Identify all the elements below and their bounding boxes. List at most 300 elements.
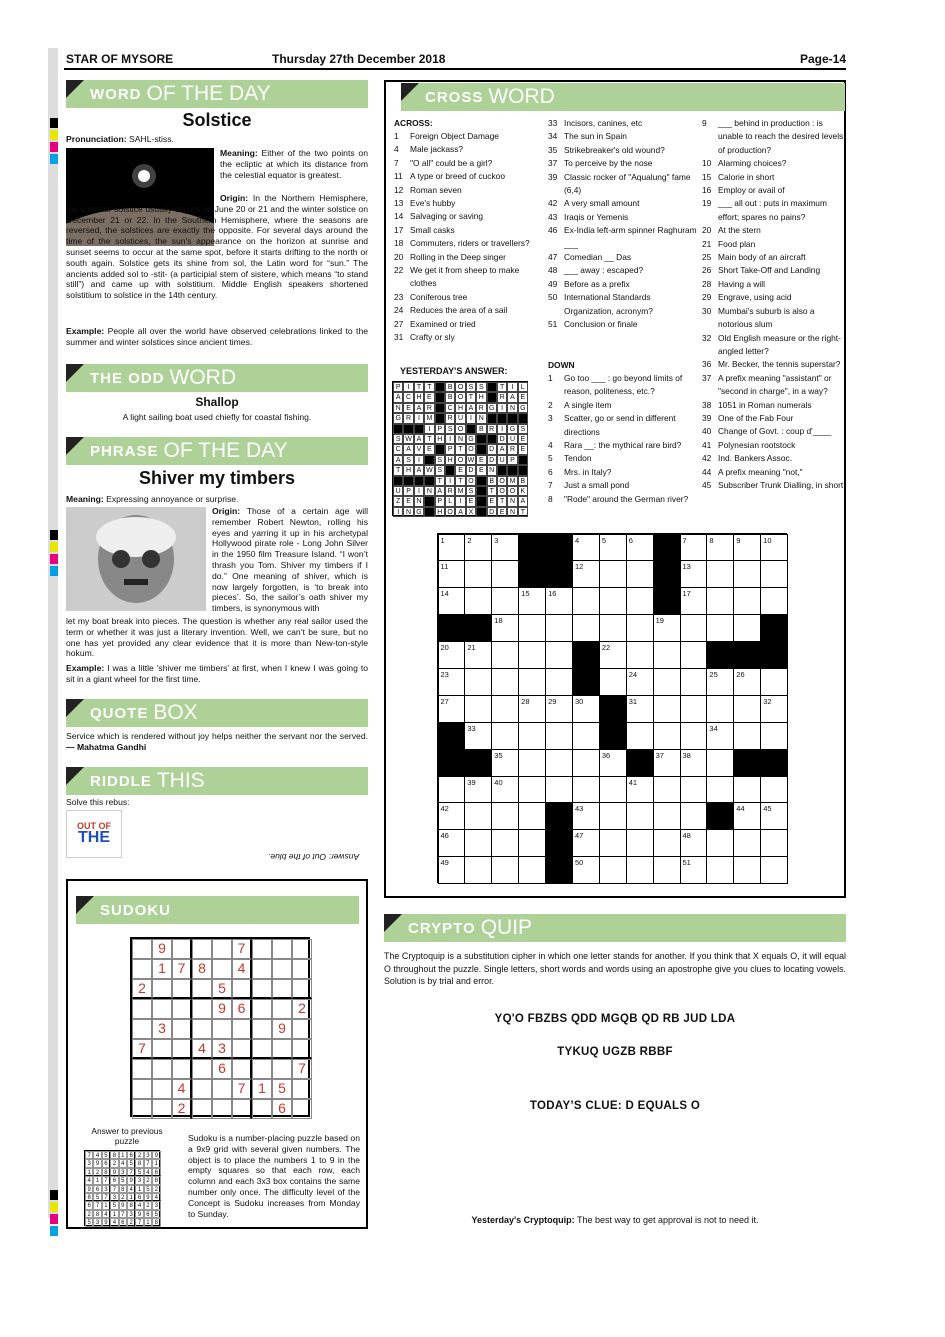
crossword-cell[interactable] [545,614,573,642]
crossword-cell[interactable] [733,722,761,750]
crossword-cell[interactable] [760,776,788,804]
crossword-cell[interactable]: 37 [653,749,681,777]
sudoku-cell[interactable] [292,959,312,979]
sudoku-cell[interactable] [152,1039,172,1059]
sudoku-cell[interactable] [252,999,272,1019]
sudoku-cell[interactable] [232,979,252,999]
crossword-cell[interactable] [599,668,627,696]
sudoku-cell[interactable]: 4 [232,959,252,979]
sudoku-cell[interactable] [292,1079,312,1099]
sudoku-cell[interactable] [212,959,232,979]
sudoku-cell[interactable]: 2 [172,1099,192,1119]
crossword-cell[interactable] [706,856,734,884]
yesterday-cell [435,413,445,423]
sudoku-cell[interactable]: 6 [212,1059,232,1079]
crossword-cell[interactable] [464,668,492,696]
crossword-cell[interactable] [438,776,466,804]
clue-text: Alarming choices? [718,158,787,169]
sudoku-cell[interactable]: 9 [212,999,232,1019]
crossword-cell[interactable] [491,560,519,588]
crossword-cell[interactable] [518,776,546,804]
crossword-cell[interactable]: 40 [491,776,519,804]
crossword-cell[interactable]: 41 [626,776,654,804]
sudoku-cell[interactable] [152,1099,172,1119]
sudoku-cell[interactable] [172,979,192,999]
clue-number: 40 [702,426,712,437]
sudoku-cell[interactable] [272,1039,292,1059]
sudoku-cell[interactable] [172,1039,192,1059]
crossword-cell[interactable]: 31 [626,695,654,723]
sudoku-cell[interactable]: 9 [152,939,172,959]
yesterday-cell [487,434,497,444]
sudoku-cell[interactable] [232,1059,252,1079]
cryptoquip-clue: TODAY’S CLUE: D EQUALS O [529,1100,701,1112]
crossword-cell[interactable]: 14 [438,587,466,615]
crossword-cell[interactable]: 43 [572,802,600,830]
crossword-cell[interactable] [464,802,492,830]
crossword-cell[interactable]: 45 [760,802,788,830]
yesterday-cell: U [455,413,465,423]
crossword-cell[interactable] [599,614,627,642]
crossword-cell[interactable] [491,802,519,830]
crossword-cell[interactable]: 11 [438,560,466,588]
crossword-cell[interactable]: 48 [680,829,708,857]
yesterday-cell: O [455,382,465,392]
sudoku-prev-cell: 8 [127,1201,135,1209]
crossword-cell[interactable]: 3 [491,534,519,562]
crossword-cell[interactable] [733,695,761,723]
crossword-cell[interactable] [706,560,734,588]
yesterday-cell: R [424,403,434,413]
sudoku-cell[interactable]: 2 [292,999,312,1019]
sudoku-cell[interactable]: 7 [132,1039,152,1059]
crossword-cell[interactable]: 23 [438,668,466,696]
crossword-cell[interactable]: 20 [438,641,466,669]
crossword-cell[interactable] [518,829,546,857]
sudoku-cell[interactable] [152,1059,172,1079]
yesterday-cell: R [507,444,517,454]
crossword-cell[interactable] [680,614,708,642]
crossword-cell[interactable] [491,587,519,615]
sudoku-prev-label: Answer to previous puzzle [91,1126,163,1146]
crossword-cell[interactable]: 18 [491,614,519,642]
crossword-cell[interactable]: 51 [680,856,708,884]
yesterday-label: YESTERDAY'S ANSWER: [400,366,508,376]
sudoku-cell[interactable] [212,1079,232,1099]
clue-number: 10 [702,158,712,169]
crossword-cell[interactable] [599,856,627,884]
crossword-cell[interactable] [626,829,654,857]
crossword-cell[interactable] [653,695,681,723]
crossword-cell[interactable] [491,641,519,669]
crossword-cell[interactable] [760,560,788,588]
crossword-cell[interactable] [491,695,519,723]
yesterday-cell [476,434,486,444]
registration-mark [50,130,58,140]
sudoku-cell[interactable]: 3 [152,1019,172,1039]
clue [702,358,844,371]
crossword-cell[interactable] [733,560,761,588]
clue [702,332,844,359]
sudoku-cell[interactable] [192,1019,212,1039]
black-square [626,749,654,777]
crossword-cell[interactable]: 35 [491,749,519,777]
crossword-cell[interactable] [680,695,708,723]
crossword-cell[interactable] [491,668,519,696]
sudoku-cell[interactable]: 6 [272,1099,292,1119]
crossword-cell[interactable]: 9 [733,534,761,562]
crossword-cell[interactable]: 8 [706,534,734,562]
sudoku-prev-cell: 9 [110,1168,118,1176]
clue-number: 50 [548,292,558,303]
crossword-cell[interactable]: 7 [680,534,708,562]
wotd-meaning: Meaning: Either of the two points on the ecliptic at which its distance from the celestial equator is greatest. [220,148,368,180]
yesterday-cell: I [403,382,413,392]
sudoku-cell[interactable] [192,1059,212,1079]
clue-text: Ex-India left-arm spinner Raghuram ___ [564,225,697,249]
crossword-cell[interactable]: 13 [680,560,708,588]
crossword-cell[interactable] [760,668,788,696]
yesterday-cell: B [518,476,528,486]
yesterday-cell: A [518,496,528,506]
clue [548,372,698,399]
crossword-cell[interactable] [706,587,734,615]
crossword-cell[interactable] [518,641,546,669]
crossword-cell[interactable] [653,668,681,696]
crossword-cell[interactable] [733,614,761,642]
crossword-cell[interactable] [626,802,654,830]
crossword-cell[interactable] [626,722,654,750]
crossword-cell[interactable]: 15 [518,587,546,615]
crossword-cell[interactable] [545,722,573,750]
clue-number: 9 [702,118,707,128]
clue [548,197,698,210]
sudoku-cell[interactable] [192,979,212,999]
crossword-cell[interactable] [680,668,708,696]
sudoku-cell[interactable] [232,1099,252,1119]
sudoku-cell[interactable] [132,959,152,979]
yesterday-cell [424,496,434,506]
crossword-cell[interactable]: 39 [464,776,492,804]
crossword-cell[interactable]: 22 [599,641,627,669]
crossword-cell[interactable] [626,614,654,642]
yesterday-cell: I [497,424,507,434]
crossword-cell[interactable]: 38 [680,749,708,777]
sudoku-cell[interactable] [132,1059,152,1079]
phrase-example: Example: I was a little 'shiver me timbers' at first, when I knew I was going to sit in a giant wheel for the first time. [66,663,368,684]
crossword-cell[interactable]: 34 [706,722,734,750]
crossword-cell[interactable] [545,776,573,804]
yesterday-cell [424,476,434,486]
sudoku-cell[interactable] [132,1099,152,1119]
yesterday-cell: N [487,465,497,475]
crossword-cell[interactable] [464,829,492,857]
crossword-cell[interactable] [706,614,734,642]
clue-number: 25 [702,252,712,263]
crossword-cell[interactable] [518,722,546,750]
yesterday-cell: X [466,507,476,517]
clue [702,278,844,291]
black-square [653,534,681,562]
sudoku-prev-cell: 7 [144,1159,152,1167]
crossword-cell[interactable] [572,587,600,615]
issue-date: Thursday 27th December 2018 [272,52,446,66]
clue [702,291,844,304]
sudoku-cell[interactable] [252,1099,272,1119]
crossword-cell[interactable] [518,614,546,642]
crossword-cell[interactable] [599,829,627,857]
sudoku-prev-cell: 3 [135,1176,143,1184]
yesterday-cell: N [476,413,486,423]
crossword-cell[interactable]: 44 [733,802,761,830]
crossword-cell[interactable] [680,641,708,669]
sudoku-cell[interactable] [252,959,272,979]
clue-text: International Standards Organization, acronym? [564,292,653,316]
yesterday-cell: S [518,424,528,434]
sudoku-cell[interactable] [272,939,292,959]
crossword-cell[interactable] [464,856,492,884]
sudoku-cell[interactable] [272,979,292,999]
crossword-cell[interactable]: 28 [518,695,546,723]
crossword-cell[interactable]: 30 [572,695,600,723]
yesterday-cell: E [487,496,497,506]
crossword-cell[interactable]: 47 [572,829,600,857]
crossword-cell[interactable] [626,856,654,884]
sudoku-cell[interactable]: 4 [172,1079,192,1099]
crossword-cell[interactable] [706,776,734,804]
crossword-cell[interactable] [518,856,546,884]
clue-number: 22 [394,265,404,276]
crossword-cell[interactable]: 21 [464,641,492,669]
clue-number: 39 [702,412,712,423]
crossword-cell[interactable]: 33 [464,722,492,750]
sudoku-cell[interactable]: 1 [152,959,172,979]
crossword-cell[interactable]: 25 [706,668,734,696]
sudoku-cell[interactable] [212,1019,232,1039]
sudoku-prev-cell: 3 [93,1218,101,1226]
sudoku-cell[interactable]: 5 [212,979,232,999]
crossword-cell[interactable] [572,614,600,642]
crossword-cell[interactable] [518,668,546,696]
sudoku-cell[interactable]: 6 [232,999,252,1019]
yesterday-cell: C [445,403,455,413]
crossword-cell[interactable] [626,587,654,615]
crossword-cell[interactable] [626,560,654,588]
sudoku-cell[interactable] [252,1039,272,1059]
sudoku-cell[interactable]: 4 [192,1039,212,1059]
sudoku-cell[interactable] [132,939,152,959]
crossword-cell[interactable] [599,560,627,588]
crossword-cell[interactable] [760,722,788,750]
crossword-cell[interactable] [491,856,519,884]
crossword-cell[interactable] [464,695,492,723]
crossword-cell[interactable] [572,749,600,777]
sudoku-cell[interactable] [252,939,272,959]
crossword-cell[interactable] [706,829,734,857]
sudoku-cell[interactable] [172,1059,192,1079]
sudoku-cell[interactable] [292,1039,312,1059]
crossword-cell[interactable]: 32 [760,695,788,723]
clue [394,331,544,344]
sudoku-cell[interactable] [252,1019,272,1039]
sudoku-cell[interactable] [192,999,212,1019]
crossword-cell[interactable]: 17 [680,587,708,615]
sudoku-cell[interactable] [172,999,192,1019]
crossword-cell[interactable]: 5 [599,534,627,562]
sudoku-cell[interactable] [152,999,172,1019]
crossword-cell[interactable] [760,829,788,857]
sudoku-cell[interactable] [212,939,232,959]
crossword-cell[interactable] [626,641,654,669]
crossword-cell[interactable]: 36 [599,749,627,777]
sudoku-prev-cell: 9 [144,1193,152,1201]
crossword-cell[interactable] [760,587,788,615]
crossword-cell[interactable]: 1 [438,534,466,562]
yesterday-cell: T [455,444,465,454]
yesterday-cell [476,444,486,454]
crossword-cell[interactable]: 27 [438,695,466,723]
sudoku-cell[interactable] [132,1019,152,1039]
crossword-cell[interactable]: 50 [572,856,600,884]
crossword-cell[interactable] [464,587,492,615]
sudoku-cell[interactable] [292,1019,312,1039]
clue [394,224,544,237]
clue-text: Reduces the area of a sail [410,305,508,316]
crossword-cell[interactable]: 42 [438,802,466,830]
crossword-cell[interactable] [572,722,600,750]
phrase-meaning: Meaning: Expressing annoyance or surprise. [66,494,239,504]
crossword-cell[interactable] [653,641,681,669]
crossword-cell[interactable] [545,668,573,696]
sudoku-cell[interactable] [152,979,172,999]
yesterday-cell: W [426,467,433,475]
crossword-cell[interactable]: 29 [545,695,573,723]
crossword-cell[interactable]: 12 [572,560,600,588]
crossword-cell[interactable] [545,641,573,669]
sudoku-cell[interactable]: 7 [232,939,252,959]
clue-number: 11 [394,171,403,182]
yesterday-cell [435,444,445,454]
crossword-cell[interactable]: 4 [572,534,600,562]
crossword-cell[interactable] [680,802,708,830]
cryptoquip-intro: The Cryptoquip is a substitution cipher in which one letter stands for another. If you think that X equals O, it will equal O throughout the puzzle. Single letters, short words and words using an apostrophe give you clues to locating vowels. Solution is by trial and error. [384,951,846,986]
crossword-cell[interactable] [706,749,734,777]
sudoku-cell[interactable] [132,999,152,1019]
sudoku-cell[interactable] [152,1079,172,1099]
crossword-cell[interactable] [572,776,600,804]
crossword-cell[interactable] [545,749,573,777]
crossword-cell[interactable]: 10 [760,534,788,562]
crossword-cell[interactable]: 2 [464,534,492,562]
sudoku-cell[interactable]: 5 [272,1079,292,1099]
crossword-cell[interactable]: 19 [653,614,681,642]
crossword-cell[interactable] [653,856,681,884]
sudoku-cell[interactable]: 9 [272,1019,292,1039]
cryptoquip-line2: TYKUQ UGZB RBBF [557,1046,673,1058]
crossword-cell[interactable] [491,722,519,750]
sudoku-cell[interactable] [292,939,312,959]
crossword-cell[interactable]: 26 [733,668,761,696]
yesterday-cell: R [497,392,507,402]
clue-text: Tendon [564,453,592,464]
crossword-cell[interactable] [653,829,681,857]
black-square [545,802,573,830]
sudoku-cell[interactable] [192,1099,212,1119]
crossword-cell[interactable] [733,829,761,857]
sudoku-prev-cell: 7 [102,1193,110,1201]
crossword-cell[interactable] [653,722,681,750]
sudoku-prev-cell: 6 [93,1185,101,1193]
clue-text: Ind. Bankers Assoc. [718,453,793,464]
odd-word: Shallop [195,395,239,409]
crossword-cell[interactable]: 16 [545,587,573,615]
yesterday-cell: N [507,403,517,413]
sudoku-cell[interactable] [292,1099,312,1119]
crossword-cell[interactable] [653,776,681,804]
yesterday-cell: E [455,465,465,475]
sudoku-cell[interactable]: 1 [252,1079,272,1099]
crossword-cell[interactable] [680,722,708,750]
crossword-cell[interactable] [464,560,492,588]
sudoku-cell[interactable]: 8 [192,959,212,979]
crossword-cell[interactable] [491,829,519,857]
crossword-cell[interactable] [599,587,627,615]
down-label: DOWN [548,360,575,370]
sudoku-cell[interactable]: 7 [232,1079,252,1099]
clue [702,412,844,425]
sudoku-cell[interactable]: 2 [132,979,152,999]
crossword-cell[interactable] [680,776,708,804]
sudoku-cell[interactable] [292,979,312,999]
sudoku-cell[interactable] [232,1039,252,1059]
crossword-cell[interactable] [733,856,761,884]
sudoku-cell[interactable]: 7 [172,959,192,979]
sudoku-cell[interactable] [272,999,292,1019]
sudoku-cell[interactable] [272,959,292,979]
sudoku-cell[interactable] [192,939,212,959]
sudoku-cell[interactable] [252,1059,272,1079]
crossword-cell[interactable] [733,587,761,615]
crossword-cell[interactable] [599,802,627,830]
sudoku-cell[interactable] [232,1019,252,1039]
sudoku-cell[interactable] [272,1059,292,1079]
crossword-cell[interactable] [706,695,734,723]
crossword-cell[interactable]: 49 [438,856,466,884]
sudoku-cell[interactable] [172,939,192,959]
yesterday-cell: S [445,424,455,434]
sudoku-cell[interactable] [172,1019,192,1039]
crossword-cell[interactable] [599,776,627,804]
sudoku-cell[interactable] [212,1099,232,1119]
yesterday-cell: B [445,382,455,392]
sudoku-cell[interactable] [192,1079,212,1099]
sudoku-prev-cell: 9 [152,1151,160,1159]
crossword-cell[interactable]: 46 [438,829,466,857]
crossword-cell[interactable]: 24 [626,668,654,696]
sudoku-cell[interactable] [252,979,272,999]
crossword-cell[interactable] [518,749,546,777]
black-square [464,749,492,777]
sudoku-cell[interactable]: 7 [292,1059,312,1079]
yesterday-cell: E [476,455,486,465]
sudoku-cell[interactable] [132,1079,152,1099]
crossword-cell[interactable] [518,802,546,830]
crossword-cell[interactable] [653,802,681,830]
sudoku-cell[interactable]: 3 [212,1039,232,1059]
crossword-cell[interactable] [733,776,761,804]
crossword-cell[interactable] [760,856,788,884]
crossword-cell[interactable]: 6 [626,534,654,562]
